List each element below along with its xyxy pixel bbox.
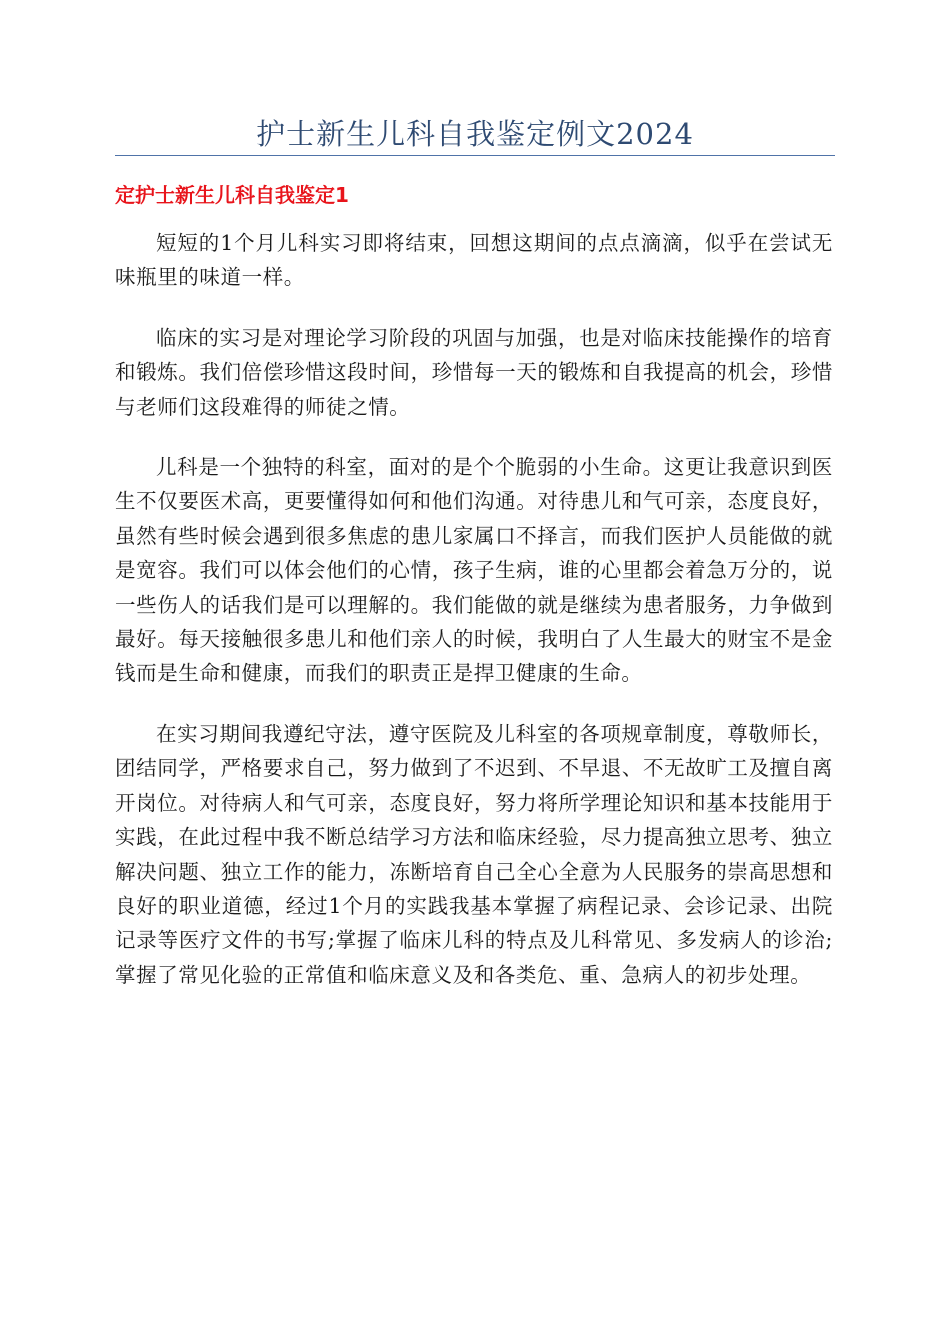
paragraph-1: 短短的1个月儿科实习即将结束，回想这期间的点点滴滴，似乎在尝试无味瓶里的味道一样。 [115, 231, 833, 290]
paragraph-3: 儿科是一个独特的科室，面对的是个个脆弱的小生命。这更让我意识到医生不仅要医术高，更要懂得如何和他们沟通。对待患儿和气可亲，态度良好，虽然有些时候会遇到很多焦虑的患儿家属口不择言，而我们医护人员能做的就是宽容。我们可以体会他们的心情，孩子生病，谁的心里都会着急万分的，说一些伤人的话我们是可以理解的。我们能做的就是继续为患者服务，力争做到最好。每天接触很多患儿和他们亲人的时候，我明白了人生最大的财宝不是金钱而是生命和健康，而我们的职责正是捍卫健康的生命。 [115, 455, 833, 686]
paragraph-2: 临床的实习是对理论学习阶段的巩固与加强，也是对临床技能操作的培育和锻炼。我们倍偿珍惜这段时间，珍惜每一天的锻炼和自我提高的机会，珍惜与老师们这段难得的师徒之情。 [115, 325, 833, 419]
paragraph-4: 在实习期间我遵纪守法，遵守医院及儿科室的各项规章制度，尊敬师长，团结同学，严格要求自己，努力做到了不迟到、不早退、不无故旷工及擅自离开岗位。对待病人和气可亲，态度良好，努力将所学理论知识和基本技能用于实践，在此过程中我不断总结学习方法和临床经验，尽力提高独立思考、独立解决问题、独立工作的能力，冻断培育自己全心全意为人民服务的崇高思想和良好的职业道德，经过1个月的实践我基本掌握了病程记录、会诊记录、出院记录等医疗文件的书写;掌握了临床儿科的特点及儿科常见、多发病人的诊治;掌握了常见化验的正常值和临床意义及和各类危、重、急病人的初步处理。 [115, 721, 833, 987]
section-heading: 定护士新生儿科自我鉴定1 [115, 183, 349, 207]
document-body [115, 226, 833, 1018]
title-underline [115, 155, 835, 156]
document-title: 护士新生儿科自我鉴定例文2024 [256, 117, 694, 151]
